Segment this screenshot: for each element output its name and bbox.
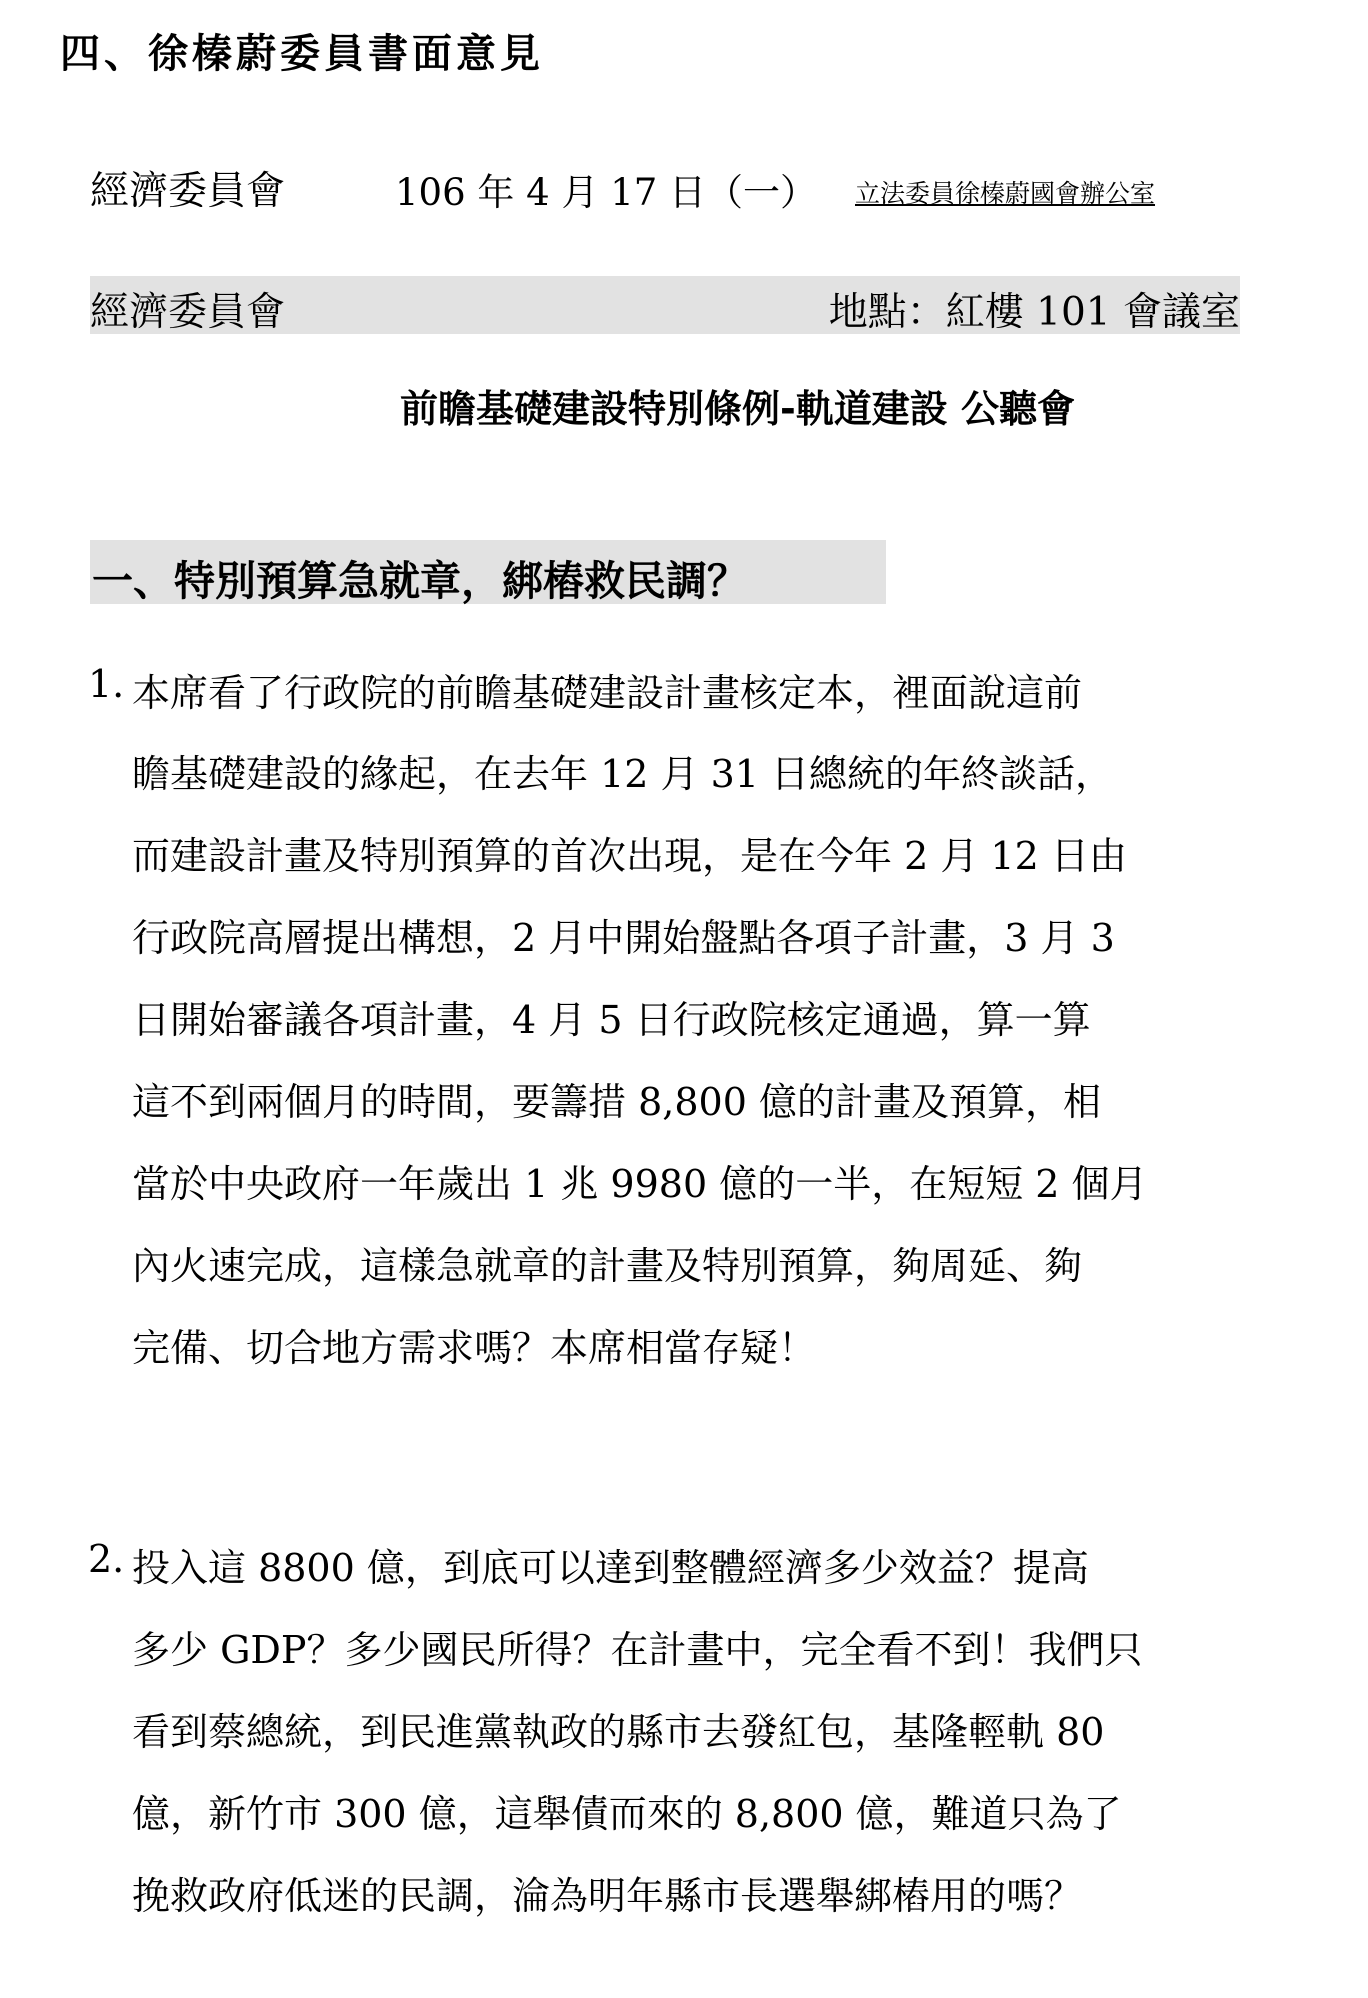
paragraph-line: 挽救政府低迷的民調，淪為明年縣市長選舉綁樁用的嗎？: [132, 1874, 1083, 1918]
paragraph-line: 完備、切合地方需求嗎？本席相當存疑！: [132, 1326, 817, 1370]
location-bar: [90, 276, 1240, 334]
paragraph-line: 多少 GDP？多少國民所得？在計畫中，完全看不到！我們只: [132, 1628, 1143, 1672]
committee-name-secondary: 經濟委員會: [90, 290, 286, 335]
meeting-info-row: [90, 160, 1240, 212]
committee-name: 經濟委員會: [90, 169, 286, 214]
paragraph-line: 行政院高層提出構想，2 月中開始盤點各項子計畫，3 月 3: [132, 916, 1115, 960]
paragraph-line: 投入這 8800 億，到底可以達到整體經濟多少效益？提高: [132, 1546, 1089, 1590]
paragraph-line: 看到蔡總統，到民進黨執政的縣市去發紅包，基隆輕軌 80: [132, 1710, 1105, 1754]
paragraph-line: 這不到兩個月的時間，要籌措 8,800 億的計畫及預算，相: [132, 1080, 1101, 1124]
hearing-title: 前瞻基礎建設特別條例-軌道建設 公聽會: [400, 387, 1076, 431]
paragraph-line: 本席看了行政院的前瞻基礎建設計畫核定本，裡面說這前: [132, 671, 1083, 715]
paragraph-line: 內火速完成，這樣急就章的計畫及特別預算，夠周延、夠: [132, 1244, 1083, 1288]
item-number: 2.: [88, 1537, 125, 1581]
paragraph-line: 億，新竹市 300 億，這舉債而來的 8,800 億，難道只為了: [132, 1792, 1122, 1836]
meeting-date: 106 年 4 月 17 日（一）: [395, 171, 818, 214]
subsection-heading-text: 一、特別預算急就章，綁樁救民調？: [92, 557, 748, 605]
subsection-heading: [90, 540, 886, 604]
paragraph-line: 日開始審議各項計畫，4 月 5 日行政院核定通過，算一算: [132, 998, 1091, 1042]
item-number: 1.: [88, 662, 125, 706]
office-name: 立法委員徐榛蔚國會辦公室: [855, 179, 1156, 208]
paragraph-line: 瞻基礎建設的緣起，在去年 12 月 31 日總統的年終談話，: [132, 752, 1114, 796]
paragraph-line: 而建設計畫及特別預算的首次出現，是在今年 2 月 12 日由: [132, 834, 1127, 878]
section-heading: 四、徐榛蔚委員書面意見: [60, 31, 544, 77]
paragraph-line: 當於中央政府一年歲出 1 兆 9980 億的一半，在短短 2 個月: [132, 1162, 1148, 1206]
meeting-location: 地點：紅樓 101 會議室: [828, 290, 1240, 335]
